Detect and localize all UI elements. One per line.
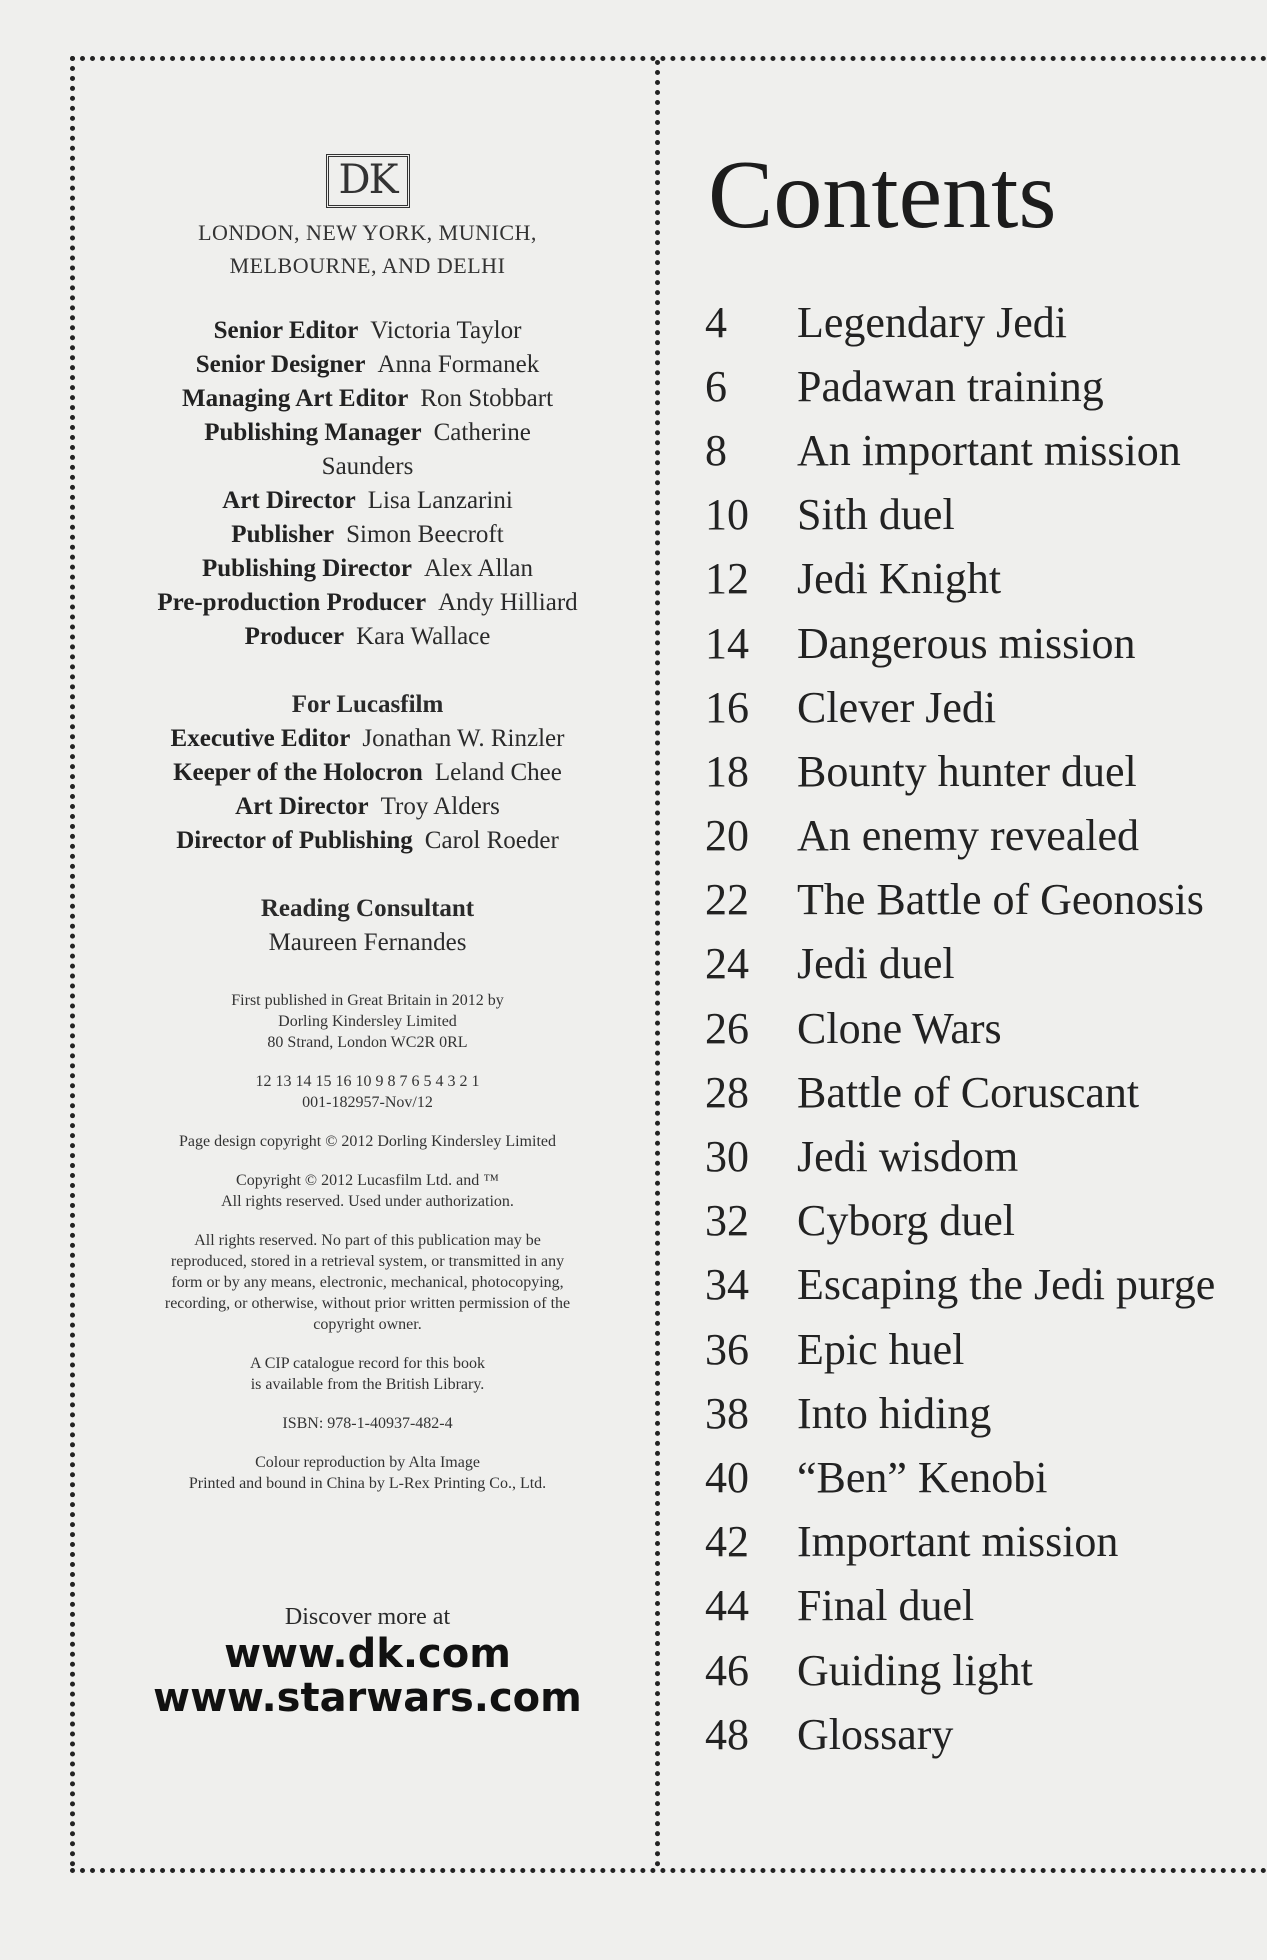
dk-logo bbox=[326, 154, 410, 208]
credit-row bbox=[95, 348, 640, 382]
credit-name: Leland Chee bbox=[434, 759, 562, 786]
toc-page-number: 30 bbox=[705, 1132, 749, 1182]
toc-title: An enemy revealed bbox=[797, 811, 1140, 861]
toc-title: Battle of Coruscant bbox=[797, 1067, 1140, 1117]
toc-page-number: 14 bbox=[705, 618, 749, 668]
cip-notice bbox=[95, 1353, 640, 1395]
toc-entry[interactable] bbox=[705, 868, 1265, 932]
toc-page-number: 40 bbox=[705, 1452, 749, 1502]
credit-row bbox=[95, 620, 640, 654]
toc-page-number: 46 bbox=[705, 1645, 749, 1695]
dk-logo-text: DK bbox=[338, 157, 397, 203]
toc-entry[interactable] bbox=[705, 1638, 1265, 1702]
cities-line: MELBOURNE, AND DELHI bbox=[229, 253, 506, 278]
toc-title: “Ben” Kenobi bbox=[797, 1452, 1048, 1502]
toc-page-number: 22 bbox=[705, 875, 749, 925]
toc-entry[interactable] bbox=[705, 1060, 1265, 1124]
toc-title: Cyborg duel bbox=[797, 1196, 1015, 1246]
publication-line: Dorling Kindersley Limited bbox=[278, 1013, 457, 1030]
toc-title: Jedi duel bbox=[797, 939, 955, 989]
credit-role: Art Director bbox=[222, 487, 356, 514]
credit-name: Alex Allan bbox=[423, 555, 533, 582]
credit-name: Kara Wallace bbox=[356, 623, 491, 650]
toc-page-number: 18 bbox=[705, 746, 749, 796]
toc-page-number: 34 bbox=[705, 1260, 749, 1310]
toc-page-number: 48 bbox=[705, 1709, 749, 1759]
toc-page-number: 12 bbox=[705, 554, 749, 604]
toc-page-number: 20 bbox=[705, 811, 749, 861]
consultant-name: Maureen Fernandes bbox=[268, 929, 467, 956]
toc-entry[interactable] bbox=[705, 1381, 1265, 1445]
toc-page-number: 4 bbox=[705, 297, 727, 347]
lucasfilm-copyright bbox=[95, 1170, 640, 1212]
left-dotted-border bbox=[70, 56, 75, 1868]
credit-role: Art Director bbox=[235, 793, 369, 820]
toc-entry[interactable] bbox=[705, 1189, 1265, 1253]
toc-page-number: 26 bbox=[705, 1003, 749, 1053]
top-dotted-border bbox=[70, 56, 1267, 61]
toc-title: Legendary Jedi bbox=[797, 297, 1067, 347]
credit-row bbox=[95, 518, 640, 552]
toc-entry[interactable] bbox=[705, 804, 1265, 868]
toc-page-number: 24 bbox=[705, 939, 749, 989]
toc-page-number: 8 bbox=[705, 425, 727, 475]
toc-title: Padawan training bbox=[797, 361, 1104, 411]
toc-title: Into hiding bbox=[797, 1388, 992, 1438]
toc-entry[interactable] bbox=[705, 1574, 1265, 1638]
publication-info bbox=[95, 990, 640, 1053]
rights-line: form or by any means, electronic, mechanical, photocopying, bbox=[171, 1274, 564, 1291]
toc-entry[interactable] bbox=[705, 418, 1265, 482]
toc-entry[interactable] bbox=[705, 675, 1265, 739]
toc-entry[interactable] bbox=[705, 1510, 1265, 1574]
credit-role: Producer bbox=[244, 623, 345, 650]
cip-line: is available from the British Library. bbox=[250, 1376, 485, 1393]
toc-title: Final duel bbox=[797, 1581, 975, 1631]
credit-name: Ron Stobbart bbox=[420, 385, 554, 412]
toc-page-number: 32 bbox=[705, 1196, 749, 1246]
credit-row bbox=[95, 382, 640, 416]
dk-website-link[interactable]: www.dk.com bbox=[224, 1631, 511, 1677]
page-design-copyright: Page design copyright © 2012 Dorling Kindersley Limited bbox=[179, 1133, 556, 1150]
toc-title: Jedi wisdom bbox=[797, 1132, 1019, 1182]
toc-entry[interactable] bbox=[705, 1124, 1265, 1188]
discover-more-text: Discover more at bbox=[284, 1604, 451, 1630]
toc-title: Jedi Knight bbox=[797, 554, 1002, 604]
toc-page-number: 44 bbox=[705, 1581, 749, 1631]
toc-page-number: 36 bbox=[705, 1324, 749, 1374]
toc-title: An important mission bbox=[797, 425, 1181, 475]
print-code: 001-182957-Nov/12 bbox=[302, 1094, 433, 1111]
credit-name: Andy Hilliard bbox=[438, 589, 578, 616]
rights-notice bbox=[95, 1230, 640, 1335]
toc-title: The Battle of Geonosis bbox=[797, 875, 1204, 925]
toc-entry[interactable] bbox=[705, 1445, 1265, 1509]
toc-title: Epic huel bbox=[797, 1324, 965, 1374]
credit-role: Publishing Manager bbox=[204, 419, 422, 446]
imprint-column bbox=[95, 130, 640, 1720]
toc-entry[interactable] bbox=[705, 1317, 1265, 1381]
toc-title: Guiding light bbox=[797, 1645, 1033, 1695]
toc-entry[interactable] bbox=[705, 483, 1265, 547]
toc-entry[interactable] bbox=[705, 739, 1265, 803]
toc-title: Bounty hunter duel bbox=[797, 746, 1137, 796]
cip-line: A CIP catalogue record for this book bbox=[250, 1355, 485, 1372]
credit-role: Senior Designer bbox=[195, 351, 366, 378]
printing-credits bbox=[95, 1452, 640, 1494]
rights-line: copyright owner. bbox=[313, 1316, 422, 1333]
credit-row bbox=[95, 552, 640, 586]
credit-role: Director of Publishing bbox=[176, 827, 413, 854]
center-dotted-divider bbox=[655, 60, 660, 1868]
table-of-contents bbox=[705, 290, 1265, 1766]
toc-entry[interactable] bbox=[705, 290, 1265, 354]
credit-role: Senior Editor bbox=[213, 317, 359, 344]
toc-title: Glossary bbox=[797, 1709, 954, 1759]
toc-title: Dangerous mission bbox=[797, 618, 1136, 668]
lucasfilm-heading: For Lucasfilm bbox=[291, 691, 444, 718]
toc-entry[interactable] bbox=[705, 932, 1265, 996]
rights-line: All rights reserved. No part of this publication may be bbox=[194, 1232, 541, 1249]
credit-role: Managing Art Editor bbox=[181, 385, 409, 412]
toc-page-number: 6 bbox=[705, 361, 727, 411]
cities-line: LONDON, NEW YORK, MUNICH, bbox=[198, 220, 537, 245]
toc-page-number: 16 bbox=[705, 682, 749, 732]
printing-line: Colour reproduction by Alta Image bbox=[255, 1454, 480, 1471]
credit-name: Jonathan W. Rinzler bbox=[362, 725, 565, 752]
starwars-website-link[interactable]: www.starwars.com bbox=[153, 1675, 582, 1721]
toc-title: Clone Wars bbox=[797, 1003, 1002, 1053]
credit-name: Lisa Lanzarini bbox=[367, 487, 513, 514]
credit-role: Keeper of the Holocron bbox=[173, 759, 423, 786]
toc-title: Clever Jedi bbox=[797, 682, 997, 732]
credit-row bbox=[95, 314, 640, 348]
toc-entry[interactable] bbox=[705, 354, 1265, 418]
bottom-dotted-border bbox=[70, 1868, 1267, 1873]
lucasfilm-credits bbox=[95, 722, 640, 858]
print-info bbox=[95, 1071, 640, 1113]
toc-entry[interactable] bbox=[705, 611, 1265, 675]
printing-numbers: 12 13 14 15 16 10 9 8 7 6 5 4 3 2 1 bbox=[255, 1073, 480, 1090]
toc-page-number: 38 bbox=[705, 1388, 749, 1438]
isbn: ISBN: 978-1-40937-482-4 bbox=[282, 1415, 453, 1432]
credit-role: Pre-production Producer bbox=[157, 589, 427, 616]
toc-page-number: 42 bbox=[705, 1517, 749, 1567]
toc-entry[interactable] bbox=[705, 996, 1265, 1060]
credit-row bbox=[95, 756, 640, 790]
contents-column bbox=[705, 140, 1265, 1766]
toc-title: Important mission bbox=[797, 1517, 1119, 1567]
credit-row bbox=[95, 586, 640, 620]
page-title: Contents bbox=[708, 141, 1057, 249]
credit-name: Anna Formanek bbox=[377, 351, 540, 378]
toc-page-number: 28 bbox=[705, 1067, 749, 1117]
toc-page-number: 10 bbox=[705, 490, 749, 540]
rights-line: reproduced, stored in a retrieval system, or transmitted in any bbox=[170, 1253, 565, 1270]
publisher-cities bbox=[95, 216, 640, 282]
copyright-line: All rights reserved. Used under authorization. bbox=[221, 1193, 514, 1210]
printing-line: Printed and bound in China by L-Rex Printing Co., Ltd. bbox=[188, 1475, 547, 1492]
publication-line: First published in Great Britain in 2012 by bbox=[231, 992, 504, 1009]
credit-row bbox=[95, 790, 640, 824]
copyright-line: Copyright © 2012 Lucasfilm Ltd. and ™ bbox=[236, 1172, 499, 1189]
credit-role: Publishing Director bbox=[202, 555, 412, 582]
credit-name: Victoria Taylor bbox=[370, 317, 522, 344]
toc-entry[interactable] bbox=[705, 1702, 1265, 1766]
credit-name: Simon Beecroft bbox=[346, 521, 504, 548]
credit-name: Carol Roeder bbox=[424, 827, 559, 854]
toc-entry[interactable] bbox=[705, 1253, 1265, 1317]
credit-row bbox=[95, 484, 640, 518]
credit-row bbox=[95, 824, 640, 858]
publication-line: 80 Strand, London WC2R 0RL bbox=[267, 1034, 468, 1051]
dk-credits bbox=[95, 314, 640, 654]
credit-role: Publisher bbox=[231, 521, 335, 548]
credit-name: Catherine Saunders bbox=[321, 419, 531, 480]
credit-row bbox=[95, 416, 640, 484]
consultant-heading: Reading Consultant bbox=[260, 895, 475, 922]
toc-entry[interactable] bbox=[705, 547, 1265, 611]
credit-name: Troy Alders bbox=[380, 793, 500, 820]
toc-title: Escaping the Jedi purge bbox=[797, 1260, 1216, 1310]
credit-role: Executive Editor bbox=[170, 725, 351, 752]
rights-line: recording, or otherwise, without prior written permission of the bbox=[164, 1295, 571, 1312]
credit-row bbox=[95, 722, 640, 756]
toc-title: Sith duel bbox=[797, 490, 955, 540]
